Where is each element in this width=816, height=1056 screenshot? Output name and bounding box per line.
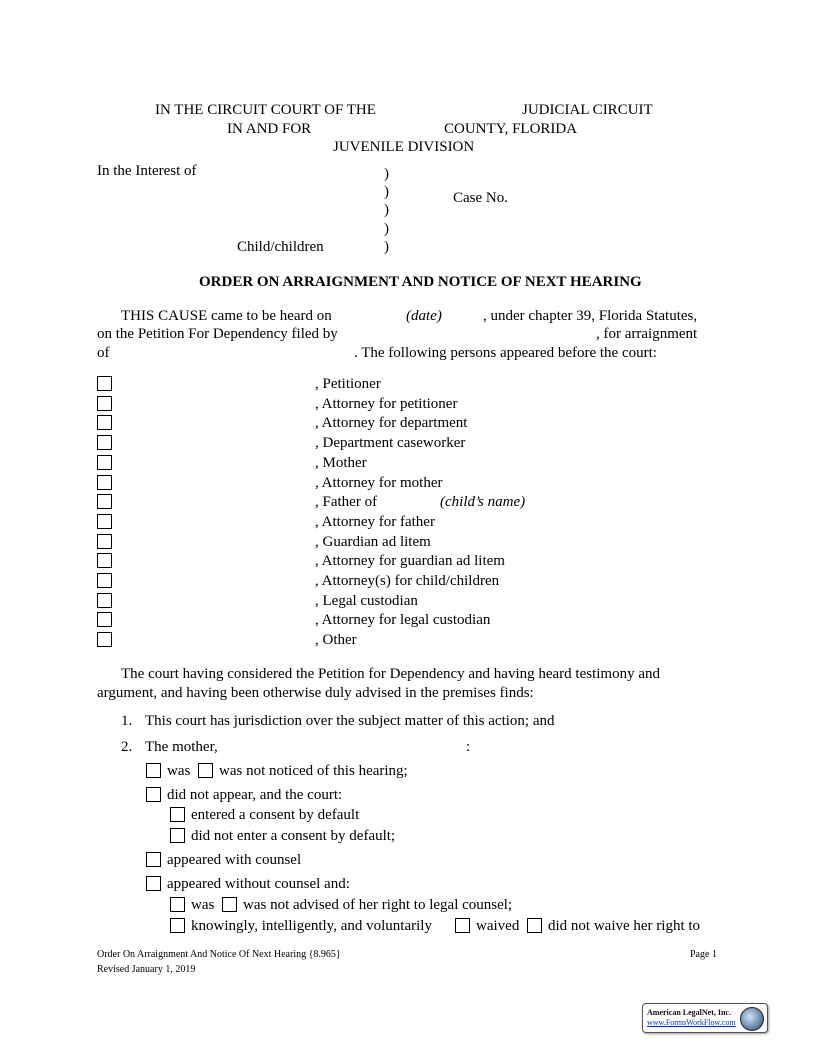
intro-line1-start: THIS CAUSE came to be heard on (121, 308, 332, 324)
date-label-text: date (411, 308, 437, 324)
intro-line1-end: , under chapter 39, Florida Statutes, (483, 308, 698, 324)
footer-revised: Revised January 1, 2019 (97, 964, 196, 975)
appearance-checkbox[interactable] (97, 376, 112, 391)
interest-of-label: In the Interest of (97, 163, 197, 179)
did-not-enter-consent-label: did not enter a consent by default; (191, 828, 396, 844)
court-line2-right: COUNTY, FLORIDA (444, 121, 578, 137)
item2-number: 2. (121, 739, 133, 755)
appeared-without-counsel-label: appeared without counsel and: (167, 876, 350, 892)
caption-paren: ) (384, 239, 389, 255)
appearance-label: , Mother (315, 455, 367, 471)
waived-label: waived (476, 918, 520, 934)
footer-form-name: Order On Arraignment And Notice Of Next Hearing {8.965} (97, 949, 341, 960)
caption-paren: ) (384, 202, 389, 218)
did-not-enter-consent-checkbox[interactable] (170, 828, 185, 843)
appearance-checkbox[interactable] (97, 494, 112, 509)
was-advised-checkbox[interactable] (170, 897, 185, 912)
waived-checkbox[interactable] (455, 918, 470, 933)
appearance-label: , Attorney for guardian ad litem (315, 553, 505, 569)
appearance-label: , Legal custodian (315, 593, 418, 609)
intro-line3-start: of (97, 345, 110, 361)
appearance-label: , Attorney for department (315, 415, 468, 431)
appearance-label: , Other (315, 632, 357, 648)
appearance-label: , Father of (315, 494, 378, 510)
appearance-checkbox[interactable] (97, 396, 112, 411)
caption-paren: ) (384, 221, 389, 237)
item1-text: This court has jurisdiction over the subject matter of this action; and (145, 713, 555, 729)
appearance-checkbox[interactable] (97, 455, 112, 470)
court-line1-left: IN THE CIRCUIT COURT OF THE (155, 102, 376, 118)
item2-colon: : (466, 739, 471, 755)
court-line1-right: JUDICIAL CIRCUIT (522, 102, 653, 118)
was-not-noticed-checkbox[interactable] (198, 763, 213, 778)
intro-line3-end: . The following persons appeared before the court: (354, 345, 657, 361)
appearance-checkbox[interactable] (97, 553, 112, 568)
did-not-waive-label: did not waive her right to (548, 918, 701, 934)
was-advised-label: was (191, 897, 215, 913)
appeared-with-counsel-label: appeared with counsel (167, 852, 302, 868)
caption-paren: ) (384, 166, 389, 182)
appearance-checkbox[interactable] (97, 475, 112, 490)
appearance-label: , Attorney for petitioner (315, 396, 458, 412)
appearance-checkbox[interactable] (97, 415, 112, 430)
did-not-appear-label: did not appear, and the court: (167, 787, 343, 803)
did-not-appear-checkbox[interactable] (146, 787, 161, 802)
date-label: (date) (406, 308, 442, 324)
appearance-checkbox[interactable] (97, 573, 112, 588)
footer-page-number: Page 1 (690, 949, 717, 960)
appearance-label: , Attorney for mother (315, 475, 443, 491)
was-noticed-checkbox[interactable] (146, 763, 161, 778)
appearance-checkbox[interactable] (97, 514, 112, 529)
document-title: ORDER ON ARRAIGNMENT AND NOTICE OF NEXT HEARING (199, 274, 642, 290)
appeared-without-counsel-checkbox[interactable] (146, 876, 161, 891)
appearance-checkbox[interactable] (97, 593, 112, 608)
appearance-label: , Attorney for father (315, 514, 435, 530)
knowingly-checkbox[interactable] (170, 918, 185, 933)
findings-intro-line1: The court having considered the Petition for Dependency and having heard testimony and (121, 666, 661, 682)
appearance-checkbox[interactable] (97, 534, 112, 549)
appearance-label: , Attorney for legal custodian (315, 612, 491, 628)
intro-line2-end: , for arraignment (596, 326, 698, 342)
division: JUVENILE DIVISION (333, 139, 475, 155)
caption-paren: ) (384, 184, 389, 200)
appeared-with-counsel-checkbox[interactable] (146, 852, 161, 867)
entered-consent-label: entered a consent by default (191, 807, 360, 823)
court-line2-left: IN AND FOR (227, 121, 312, 137)
item2-text: The mother, (145, 739, 218, 755)
was-not-advised-checkbox[interactable] (222, 897, 237, 912)
was-not-noticed-label: was not noticed of this hearing; (219, 763, 408, 779)
intro-line2-start: on the Petition For Dependency filed by (97, 326, 338, 342)
appearance-label: , Petitioner (315, 376, 381, 392)
item1-number: 1. (121, 713, 133, 729)
appearance-checkbox[interactable] (97, 632, 112, 647)
entered-consent-checkbox[interactable] (170, 807, 185, 822)
logo-company-name: American LegalNet, Inc. (647, 1008, 731, 1017)
findings-intro-line2: argument, and having been otherwise duly advised in the premises finds: (97, 685, 534, 701)
appearance-checkbox[interactable] (97, 435, 112, 450)
child-label: Child/children (237, 239, 324, 255)
appearance-label: , Guardian ad litem (315, 534, 431, 550)
did-not-waive-checkbox[interactable] (527, 918, 542, 933)
case-no-label: Case No. (453, 190, 508, 206)
globe-icon (740, 1007, 764, 1031)
american-legalnet-logo[interactable] (642, 1003, 768, 1033)
appearance-label: , Department caseworker (315, 435, 466, 451)
was-not-advised-label: was not advised of her right to legal counsel; (243, 897, 513, 913)
appearance-checkbox[interactable] (97, 612, 112, 627)
logo-url[interactable]: www.FormsWorkFlow.com (647, 1018, 736, 1027)
appearance-label: , Attorney(s) for child/children (315, 573, 500, 589)
knowingly-label: knowingly, intelligently, and voluntarily (191, 918, 432, 934)
child-name-label: (child’s name) (440, 494, 526, 510)
was-label: was (167, 763, 191, 779)
